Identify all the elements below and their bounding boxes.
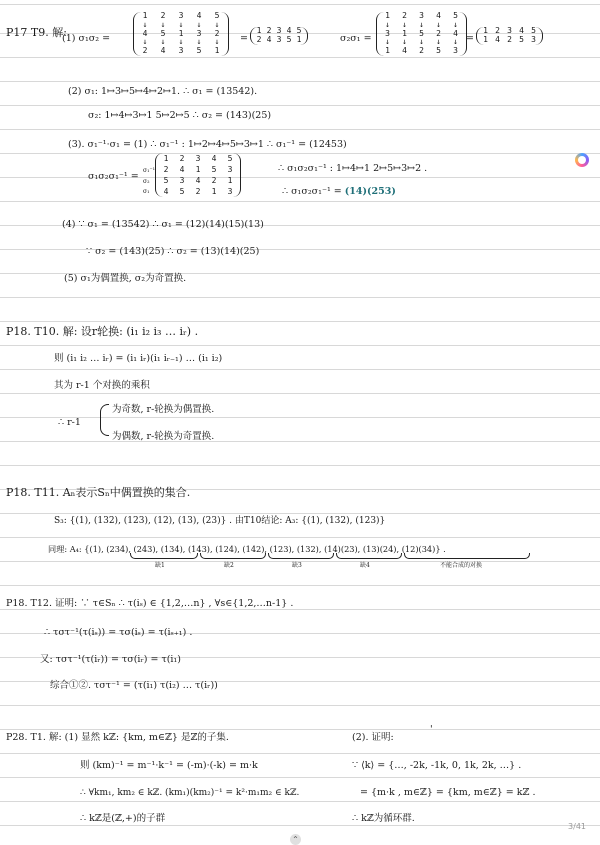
matrix-s2s1: 1 2 3 4 5 ↓ ↓ ↓ ↓ ↓ 3 1 5 2 4 ↓ ↓ ↓ ↓ ↓ 1 4 2 5 3 bbox=[376, 12, 467, 56]
p3-right2 bbox=[282, 186, 396, 198]
p1-lhs2: σ₂σ₁ = bbox=[340, 33, 372, 44]
chevron-up-icon[interactable]: ⌃ bbox=[290, 834, 301, 845]
r2-top-4: 4 bbox=[519, 26, 524, 35]
p18-t10-line1: 则 (i₁ i₂ … iᵣ) = (i₁ iᵣ)(i₁ iᵣ₋₁) … (i₁ i₂) bbox=[54, 353, 223, 364]
p3-r4-2: 5 bbox=[179, 187, 185, 196]
m1-mid-1: 4 bbox=[142, 28, 148, 38]
r2-top-2: 2 bbox=[495, 26, 500, 35]
p18-t11-head: P18. T11. Aₙ表示Sₙ中偶置换的集合. bbox=[6, 486, 191, 499]
p3-r4-4: 1 bbox=[211, 187, 217, 196]
p3-r2-5: 3 bbox=[227, 165, 233, 174]
r2-bot-2: 4 bbox=[495, 34, 500, 44]
p3-r2-4: 5 bbox=[211, 165, 217, 174]
p3-lhs: σ₁σ₂σ₁⁻¹ = bbox=[88, 171, 139, 182]
p18-t10-case2: 为偶数, r-轮换为奇置换. bbox=[112, 431, 215, 442]
p28-t1-mark: ' bbox=[430, 724, 433, 735]
p3-right2-prefix: ∴ σ₁σ₂σ₁⁻¹ = bbox=[282, 186, 342, 197]
m1-bot-4: 5 bbox=[196, 46, 202, 56]
p1-eq: = bbox=[240, 33, 248, 44]
problem-label-p17-t9: P17 T9. 解: bbox=[6, 26, 67, 39]
p18-t11-a4: 同理: A₄: {(1), (234), (243), (134), (143), (124), (142), (123), (132), (14)(23), (13)(24), (12)(34)} . bbox=[48, 544, 446, 554]
p2-line1: (2) σ₁: 1↦3↦5↦4↦2↦1. ∴ σ₁ = (13542). bbox=[68, 86, 258, 97]
p28-t1-p2-line2: = {m·k , m∈ℤ} = {km, m∈ℤ} = kℤ . bbox=[360, 787, 536, 798]
p3-r4-3: 2 bbox=[195, 187, 201, 196]
m1-top-1: 1 bbox=[142, 11, 148, 20]
r1-bot-4: 5 bbox=[286, 34, 292, 44]
m1-mid-4: 3 bbox=[196, 28, 202, 38]
r1-top-2: 2 bbox=[266, 26, 272, 35]
p18-t12-line1: ∴ τστ⁻¹(τ(iₛ)) = τσ(iₛ) = τ(iₛ₊₁) . bbox=[44, 627, 193, 638]
p3-r1-5: 5 bbox=[227, 154, 233, 163]
m1-top-2: 2 bbox=[160, 11, 166, 20]
m2-mid-3: 5 bbox=[419, 28, 424, 38]
p3-r1-2: 2 bbox=[179, 154, 185, 163]
p3-r3-2: 3 bbox=[179, 176, 185, 185]
p18-t12-line2: 又: τστ⁻¹(τ(iᵣ)) = τσ(iᵣ) = τ(i₁) bbox=[40, 654, 181, 665]
p2-line2: σ₂: 1↦4↦3↦1 5↦2↦5 ∴ σ₂ = (143)(25) bbox=[88, 110, 272, 121]
p4-line1: (4) ∵ σ₁ = (13542) ∴ σ₁ = (12)(14)(15)(13) bbox=[62, 219, 264, 230]
r1-top-5: 5 bbox=[296, 26, 302, 35]
underbrace-2 bbox=[200, 553, 266, 559]
r1-bot-5: 1 bbox=[296, 34, 302, 44]
m2-bot-3: 2 bbox=[419, 46, 424, 56]
matrix-conjugate bbox=[155, 153, 241, 197]
r1-top-1: 1 bbox=[256, 26, 262, 35]
m2-mid-1: 3 bbox=[385, 28, 390, 38]
miss3-label: 缺3 bbox=[292, 562, 302, 569]
p1-eq2: = bbox=[466, 33, 474, 44]
miss1-label: 缺1 bbox=[155, 562, 165, 569]
p3-r4-1: 4 bbox=[163, 187, 169, 196]
r1-bot-3: 3 bbox=[276, 34, 282, 44]
p28-t1-p2-line3: ∴ kℤ为循环群. bbox=[352, 813, 415, 824]
m2-mid-2: 1 bbox=[402, 28, 407, 38]
page-counter: 3/41 bbox=[568, 822, 586, 831]
p3-r3-5: 1 bbox=[227, 176, 233, 185]
miss2-label: 缺2 bbox=[224, 562, 234, 569]
m1-mid-5: 2 bbox=[214, 28, 220, 38]
m2-bot-4: 5 bbox=[436, 46, 441, 56]
p3-r4-5: 3 bbox=[227, 187, 233, 196]
m1-bot-1: 2 bbox=[142, 46, 148, 56]
r1-bot-1: 2 bbox=[256, 34, 262, 44]
p3-r2-3: 1 bbox=[195, 165, 201, 174]
r2-top-5: 5 bbox=[531, 26, 536, 35]
p3-rowlabel-1: σ₁⁻¹ bbox=[143, 167, 156, 174]
m2-top-3: 3 bbox=[419, 11, 424, 20]
p3-r2-2: 4 bbox=[179, 165, 185, 174]
r2-bot-5: 3 bbox=[531, 34, 536, 44]
m1-top-5: 5 bbox=[214, 11, 220, 20]
matrix-s1s2: 1 2 3 4 5 ↓ ↓ ↓ ↓ ↓ 4 5 1 3 2 ↓ ↓ ↓ ↓ ↓ 2 4 3 5 1 bbox=[133, 12, 229, 56]
m2-mid-4: 2 bbox=[436, 28, 441, 38]
p3-r2-1: 2 bbox=[163, 165, 169, 174]
p4-line2: ∵ σ₂ = (143)(25) ∴ σ₂ = (13)(14)(25) bbox=[86, 246, 260, 257]
p28-t1-p2-line1: ∵ ⟨k⟩ = {…, -2k, -1k, 0, 1k, 2k, …} . bbox=[352, 760, 522, 771]
result-s2s1 bbox=[476, 27, 543, 45]
m1-top-4: 4 bbox=[196, 11, 202, 20]
p28-t1-head: P28. T1. 解: (1) 显然 kℤ: {km, m∈ℤ} 是ℤ的子集. bbox=[6, 732, 229, 743]
m1-mid-2: 5 bbox=[160, 28, 166, 38]
p18-t10-head: P18. T10. 解: 设r轮换: (i₁ i₂ i₃ … iᵣ) . bbox=[6, 325, 199, 338]
p28-t1-p2-head: (2). 证明: bbox=[352, 732, 394, 743]
p1-lhs: (1) σ₁σ₂ = bbox=[62, 33, 111, 44]
m1-mid-3: 1 bbox=[178, 28, 184, 38]
p3-r1-4: 4 bbox=[211, 154, 217, 163]
cannot-label: 不能合成的对换 bbox=[440, 562, 483, 569]
p3-line1: (3). σ₁⁻¹·σ₁ = (1) ∴ σ₁⁻¹ : 1↦2↦4↦5↦3↦1 ∴ σ₁⁻¹ = (12453) bbox=[68, 139, 347, 150]
p18-t12-head: P18. T12. 证明: ∵ τ∈Sₙ ∴ τ(iₛ) ∈ {1,2,…n} , ∀s∈{1,2,…n-1} . bbox=[6, 598, 294, 609]
r1-bot-2: 4 bbox=[266, 34, 272, 44]
m2-bot-2: 4 bbox=[402, 46, 407, 56]
underbrace-4 bbox=[336, 553, 402, 559]
m2-top-5: 5 bbox=[453, 11, 458, 20]
m1-bot-5: 1 bbox=[214, 46, 220, 56]
p5-line: (5) σ₁为偶置换, σ₂为奇置换. bbox=[64, 273, 187, 284]
m2-top-1: 1 bbox=[385, 11, 390, 20]
p28-t1-line1: 则 (km)⁻¹ = m⁻¹·k⁻¹ = (-m)·(-k) = m·k bbox=[80, 760, 258, 771]
m2-top-2: 2 bbox=[402, 11, 407, 20]
p3-rowlabel-3: σ₁ bbox=[143, 188, 150, 195]
p18-t11-s3: S₃: {(1), (132), (123), (12), (13), (23)} . 由T10结论: A₃: {(1), (132), (123)} bbox=[54, 516, 386, 526]
r1-top-3: 3 bbox=[276, 26, 282, 35]
r2-bot-1: 1 bbox=[483, 34, 488, 44]
m2-mid-5: 4 bbox=[453, 28, 458, 38]
p3-right2-value: (14)(253) bbox=[344, 186, 396, 197]
underbrace-5 bbox=[404, 553, 530, 559]
r2-bot-4: 5 bbox=[519, 34, 524, 44]
p3-r3-3: 4 bbox=[195, 176, 201, 185]
p3-rowlabel-2: σ₂ bbox=[143, 177, 150, 185]
r2-top-1: 1 bbox=[483, 26, 488, 35]
p3-row-labels bbox=[143, 166, 155, 198]
m1-bot-3: 3 bbox=[178, 46, 184, 56]
p3-r3-1: 5 bbox=[163, 176, 169, 185]
miss4-label: 缺4 bbox=[360, 562, 370, 569]
m1-top-3: 3 bbox=[178, 11, 184, 20]
p18-t10-brace-left: ∴ r-1 bbox=[58, 417, 81, 428]
p3-r1-1: 1 bbox=[163, 154, 169, 163]
m2-bot-5: 3 bbox=[453, 46, 458, 56]
curly-brace bbox=[100, 404, 109, 436]
p28-t1-line3: ∴ kℤ是(ℤ,+)的子群 bbox=[80, 813, 166, 824]
r2-top-3: 3 bbox=[507, 26, 512, 35]
p3-r1-3: 3 bbox=[195, 154, 201, 163]
p18-t10-case1: 为奇数, r-轮换为偶置换. bbox=[112, 404, 215, 415]
r2-bot-3: 2 bbox=[507, 34, 512, 44]
m1-bot-2: 4 bbox=[160, 46, 166, 56]
assistant-icon[interactable] bbox=[575, 153, 589, 167]
p18-t12-line3: 综合①②. τστ⁻¹ = (τ(i₁) τ(i₂) … τ(iᵣ)) bbox=[50, 680, 218, 691]
p3-right1: ∴ σ₁σ₂σ₁⁻¹ : 1↦4↦1 2↦5↦3↦2 . bbox=[278, 163, 428, 174]
result-s1s2 bbox=[250, 27, 308, 45]
m2-bot-1: 1 bbox=[385, 46, 390, 56]
p18-t10-line2: 其为 r-1 个对换的乘积 bbox=[54, 380, 150, 391]
m2-top-4: 4 bbox=[436, 11, 441, 20]
p3-r3-4: 2 bbox=[211, 176, 217, 185]
p28-t1-line2: ∴ ∀km₁, km₂ ∈ kℤ. (km₁)(km₂)⁻¹ = k²·m₁m₂ ∈ kℤ. bbox=[80, 788, 300, 798]
r1-top-4: 4 bbox=[286, 26, 292, 35]
underbrace-3 bbox=[268, 553, 334, 559]
underbrace-1 bbox=[130, 553, 198, 559]
